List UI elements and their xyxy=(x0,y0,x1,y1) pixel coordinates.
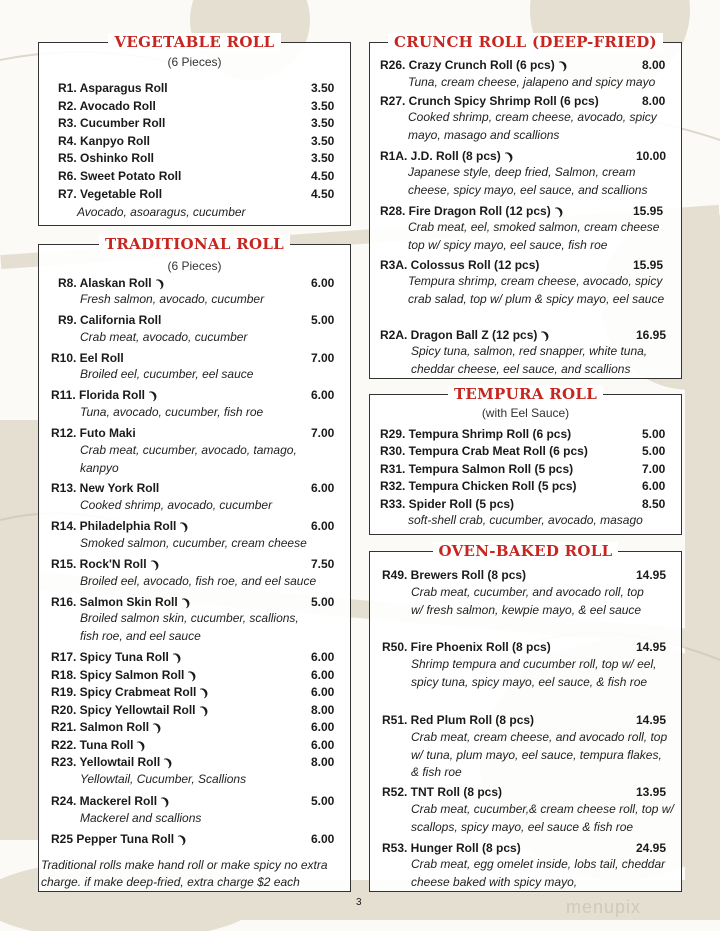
menu-item-price: 10.00 xyxy=(636,149,667,163)
menu-item-price: 14.95 xyxy=(636,713,667,727)
page-number: 3 xyxy=(356,897,362,908)
menu-item-description: Crab meat, cucumber, avocado, tamago, kanpyo xyxy=(80,443,297,475)
menu-item-price: 6.00 xyxy=(311,832,335,846)
section-title: VEGETABLE ROLL xyxy=(39,33,350,52)
menu-item-name: R53. Hunger Roll (8 pcs) xyxy=(382,841,521,855)
menu-item-name: R2A. Dragon Ball Z (12 pcs) ❩ xyxy=(380,328,553,344)
menu-item-name: R5. Oshinko Roll xyxy=(58,151,155,165)
menu-item-price: 6.00 xyxy=(311,738,335,752)
menu-item-price: 24.95 xyxy=(636,841,667,855)
menu-item-description: Crab meat, cream cheese, and avocado roll, top w/ tuna, plum mayo, eel sauce, tempura flakes, & fish roe xyxy=(411,730,668,780)
menu-item-price: 6.00 xyxy=(642,479,666,493)
menu-item-price: 5.00 xyxy=(311,595,335,609)
menu-item-price: 7.00 xyxy=(642,462,666,476)
pepper-icon: ❩ xyxy=(179,595,194,611)
pepper-icon: ❩ xyxy=(150,720,165,736)
menu-item-name: R9. California Roll xyxy=(58,313,162,327)
pepper-icon: ❩ xyxy=(186,668,200,684)
section-title: TRADITIONAL ROLL xyxy=(39,235,350,254)
pepper-icon: ❩ xyxy=(198,685,212,701)
menu-item-price: 13.95 xyxy=(636,785,667,799)
menu-item-description: Crab meat, cucumber,& cream cheese roll, top w/ scallops, spicy mayo, eel sauce & fish roe xyxy=(411,802,674,834)
menu-item-price: 5.00 xyxy=(311,313,335,327)
menu-item-price: 7.00 xyxy=(311,351,335,365)
menu-item-description: Cooked shrimp, avocado, cucumber xyxy=(80,498,273,512)
pepper-icon: ❩ xyxy=(502,149,517,165)
crunch-roll-section xyxy=(369,33,682,379)
menu-item-price: 3.50 xyxy=(311,116,335,130)
menu-item-description: Broiled eel, avocado, fish roe, and eel sauce xyxy=(80,574,317,588)
menu-item-name: R3. Cucumber Roll xyxy=(58,116,166,130)
menu-item-price: 8.00 xyxy=(642,94,666,108)
menu-item-price: 6.00 xyxy=(311,388,335,402)
pepper-icon: ❩ xyxy=(556,58,571,74)
menu-item-description: Fresh salmon, avocado, cucumber xyxy=(80,292,265,306)
menu-item-price: 15.95 xyxy=(633,258,664,272)
menu-item-price: 3.50 xyxy=(311,99,335,113)
menu-item-price: 7.50 xyxy=(311,557,335,571)
pepper-icon: ❩ xyxy=(178,519,192,535)
menu-item-name: R4. Kanpyo Roll xyxy=(58,134,151,148)
menu-item-description: Shrimp tempura and cucumber roll, top w/ eel, spicy tuna, spicy mayo, eel sauce, & fish roe xyxy=(411,657,657,689)
menu-item-price: 8.00 xyxy=(642,58,666,72)
menu-item-name: R11. Florida Roll ❩ xyxy=(51,388,161,404)
menu-item-price: 6.00 xyxy=(311,650,335,664)
menu-item-name: R52. TNT Roll (8 pcs) xyxy=(382,785,503,799)
section-title: OVEN-BAKED ROLL xyxy=(370,542,681,561)
menu-item-name: R25 Pepper Tuna Roll ❩ xyxy=(51,832,190,848)
menu-item-name: R18. Spicy Salmon Roll ❩ xyxy=(51,668,200,684)
pepper-icon: ❩ xyxy=(158,794,173,810)
menu-item-price: 4.50 xyxy=(311,169,335,183)
menu-item-name: R12. Futo Maki xyxy=(51,426,136,440)
menu-item-name: R8. Alaskan Roll ❩ xyxy=(58,276,167,292)
menu-item-name: R31. Tempura Salmon Roll (5 pcs) xyxy=(380,462,574,476)
menu-item-price: 6.00 xyxy=(311,720,335,734)
menu-item-name: R10. Eel Roll xyxy=(51,351,124,365)
section-subtitle: (with Eel Sauce) xyxy=(481,406,570,420)
menu-item-name: R26. Crazy Crunch Roll (6 pcs) ❩ xyxy=(380,58,571,74)
menu-item-name: R51. Red Plum Roll (8 pcs) xyxy=(382,713,535,727)
menu-item-name: R49. Brewers Roll (8 pcs) xyxy=(382,568,527,582)
menu-item-price: 4.50 xyxy=(311,187,335,201)
menu-item-price: 3.50 xyxy=(311,81,335,95)
menu-item-price: 6.00 xyxy=(311,685,335,699)
menu-item-description: soft-shell crab, cucumber, avocado, masago xyxy=(408,513,643,527)
pepper-icon: ❩ xyxy=(148,557,162,573)
menu-item-description: Tempura shrimp, cream cheese, avocado, spicy crab salad, top w/ plum & spicy mayo, eel sauce xyxy=(408,274,665,306)
menu-item-price: 5.00 xyxy=(311,794,335,808)
menu-item-price: 14.95 xyxy=(636,568,667,582)
menu-item-price: 5.00 xyxy=(642,427,666,441)
menu-item-name: R17. Spicy Tuna Roll ❩ xyxy=(51,650,185,666)
menu-item-name: R1A. J.D. Roll (8 pcs) ❩ xyxy=(380,149,517,165)
menu-item-name: R3A. Colossus Roll (12 pcs) xyxy=(380,258,540,272)
menu-item-price: 3.50 xyxy=(311,151,335,165)
menu-item-price: 5.00 xyxy=(642,444,666,458)
menu-item-description: Spicy tuna, salmon, red snapper, white tuna, cheddar cheese, eel sauce, and scallions xyxy=(411,344,648,376)
tempura-roll-section xyxy=(369,385,682,535)
menu-item-name: R19. Spicy Crabmeat Roll ❩ xyxy=(51,685,212,701)
menu-item-name: R28. Fire Dragon Roll (12 pcs) ❩ xyxy=(380,204,567,220)
menu-item-name: R22. Tuna Roll ❩ xyxy=(51,738,149,754)
menu-item-description: Tuna, avocado, cucumber, fish roe xyxy=(80,405,264,419)
menu-item-description: Broiled salmon skin, cucumber, scallions, fish roe, and eel sauce xyxy=(80,611,299,643)
menu-item-description: Avocado, asoaragus, cucumber xyxy=(77,205,246,219)
oven-baked-roll-section xyxy=(369,542,682,892)
menu-item-price: 7.00 xyxy=(311,426,335,440)
pepper-icon: ❩ xyxy=(153,276,167,292)
menu-item-name: R50. Fire Phoenix Roll (8 pcs) xyxy=(382,640,551,654)
menu-item-price: 8.50 xyxy=(642,497,666,511)
pepper-icon: ❩ xyxy=(539,328,553,344)
menu-item-price: 16.95 xyxy=(636,328,667,342)
pepper-icon: ❩ xyxy=(552,204,567,220)
menu-item-name: R23. Yellowtail Roll ❩ xyxy=(51,755,176,771)
section-title: TEMPURA ROLL xyxy=(370,385,681,404)
menu-item-name: R7. Vegetable Roll xyxy=(58,187,163,201)
menu-item-name: R29. Tempura Shrimp Roll (6 pcs) xyxy=(380,427,572,441)
menu-item-description: Crab meat, cucumber, and avocado roll, top w/ fresh salmon, kewpie mayo, & eel sauce xyxy=(411,585,644,617)
menu-item-description: Japanese style, deep fried, Salmon, cream cheese, spicy mayo, eel sauce, and scallions xyxy=(408,165,648,197)
menu-item-price: 15.95 xyxy=(633,204,664,218)
section-title: CRUNCH ROLL (DEEP-FRIED) xyxy=(370,33,681,52)
section-subtitle: (6 Pieces) xyxy=(167,55,222,69)
menu-item-name: R14. Philadelphia Roll ❩ xyxy=(51,519,192,535)
menu-item-description: Crab meat, avocado, cucumber xyxy=(80,330,248,344)
menu-item-name: R20. Spicy Yellowtail Roll ❩ xyxy=(51,703,211,719)
menu-item-name: R33. Spider Roll (5 pcs) xyxy=(380,497,515,511)
pepper-icon: ❩ xyxy=(135,738,149,754)
menu-item-description: Yellowtail, Cucumber, Scallions xyxy=(80,772,247,786)
menu-item-name: R1. Asparagus Roll xyxy=(58,81,168,95)
menu-item-name: R27. Crunch Spicy Shrimp Roll (6 pcs) xyxy=(380,94,599,108)
menu-item-price: 6.00 xyxy=(311,668,335,682)
traditional-roll-section xyxy=(38,235,351,892)
menu-item-price: 6.00 xyxy=(311,276,335,290)
vegetable-roll-section xyxy=(38,33,351,226)
menu-item-name: R32. Tempura Chicken Roll (5 pcs) xyxy=(380,479,577,493)
menu-item-description: Mackerel and scallions xyxy=(80,811,202,825)
pepper-icon: ❩ xyxy=(162,755,176,771)
menu-item-price: 14.95 xyxy=(636,640,667,654)
menu-item-name: R16. Salmon Skin Roll ❩ xyxy=(51,595,194,611)
menu-item-price: 3.50 xyxy=(311,134,335,148)
menu-item-description: Crab meat, egg omelet inside, lobs tail, cheddar cheese baked with spicy mayo, xyxy=(411,857,666,889)
menu-item-price: 6.00 xyxy=(311,519,335,533)
menu-item-price: 8.00 xyxy=(311,755,335,769)
menu-item-description: Crab meat, eel, smoked salmon, cream cheese top w/ spicy mayo, eel sauce, fish roe xyxy=(408,220,660,252)
menu-item-name: R6. Sweet Potato Roll xyxy=(58,169,182,183)
menu-item-description: Tuna, cream cheese, jalapeno and spicy mayo xyxy=(408,75,656,89)
menu-item-description: Broiled eel, cucumber, eel sauce xyxy=(80,367,254,381)
menu-item-price: 8.00 xyxy=(311,703,335,717)
menu-item-description: Smoked salmon, cucumber, cream cheese xyxy=(80,536,307,550)
menu-item-price: 6.00 xyxy=(311,481,335,495)
pepper-icon: ❩ xyxy=(146,388,161,404)
pepper-icon: ❩ xyxy=(170,650,185,666)
menu-item-description: Cooked shrimp, cream cheese, avocado, spicy mayo, masago and scallions xyxy=(408,110,657,142)
menu-item-name: R15. Rock'N Roll ❩ xyxy=(51,557,162,573)
section-subtitle: (6 Pieces) xyxy=(167,259,222,273)
menu-item-name: R21. Salmon Roll ❩ xyxy=(51,720,165,736)
menu-item-name: R24. Mackerel Roll ❩ xyxy=(51,794,173,810)
menu-item-name: R13. New York Roll xyxy=(51,481,160,495)
traditional-roll-note: Traditional rolls make hand roll or make spicy no extra charge. if make deep-fried, extra charge $2 each xyxy=(41,858,328,889)
menu-item-name: R2. Avocado Roll xyxy=(58,99,156,113)
watermark: menupix xyxy=(566,897,642,917)
menu-item-name: R30. Tempura Crab Meat Roll (6 pcs) xyxy=(380,444,588,458)
pepper-icon: ❩ xyxy=(197,703,211,719)
pepper-icon: ❩ xyxy=(176,832,190,848)
